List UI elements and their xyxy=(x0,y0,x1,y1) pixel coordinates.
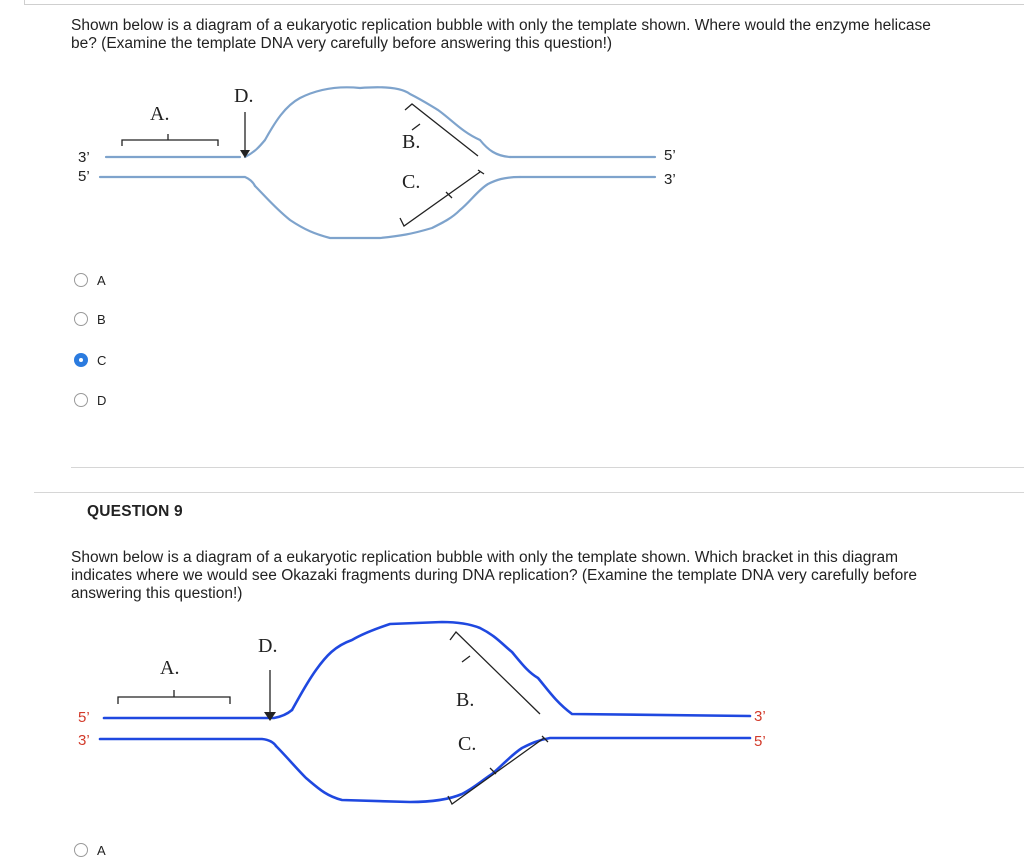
frame-top-border xyxy=(24,4,1024,5)
label-d: D. xyxy=(258,635,278,657)
option-label: A xyxy=(97,842,106,858)
end-label-left-bottom: 3’ xyxy=(78,732,90,749)
bracket-a xyxy=(122,134,218,146)
label-d: D. xyxy=(234,85,254,107)
radio-button[interactable] xyxy=(74,393,88,407)
label-a: A. xyxy=(160,657,180,679)
option-label: A xyxy=(97,272,106,288)
end-label-left-top: 3’ xyxy=(78,149,90,166)
radio-button[interactable] xyxy=(74,843,88,857)
label-b: B. xyxy=(456,689,475,711)
option-label: D xyxy=(97,392,107,408)
template-strand-bottom-left xyxy=(100,739,276,746)
radio-button-selected[interactable] xyxy=(74,353,88,367)
question-separator xyxy=(34,492,1024,493)
question-9-prompt: Shown below is a diagram of a eukaryotic replication bubble with only the template shown. Which bracket in this diagram indicates where we would see Okazaki fragments during DNA replication? (Examine the template DNA very carefully before answering this question!) xyxy=(71,549,918,602)
label-c: C. xyxy=(402,171,421,193)
replication-bubble-diagram-2 xyxy=(60,620,780,820)
bracket-a xyxy=(118,690,230,704)
label-a: A. xyxy=(150,103,170,125)
end-label-right-top: 5’ xyxy=(664,147,676,164)
bubble-top-strand xyxy=(245,87,510,157)
option-label: B xyxy=(97,311,106,327)
question-9-title: QUESTION 9 xyxy=(87,503,183,520)
divider xyxy=(71,467,1024,468)
bubble-bottom-strand xyxy=(276,738,750,802)
end-label-right-bottom: 3’ xyxy=(664,171,676,188)
bubble-top-strand xyxy=(292,622,750,716)
template-strand-top-left xyxy=(104,710,292,718)
end-label-right-bottom: 5’ xyxy=(754,733,766,750)
arrow-d-head xyxy=(264,712,276,721)
option-d[interactable] xyxy=(74,390,106,410)
end-label-right-top: 3’ xyxy=(754,708,766,725)
template-strand-bottom-left xyxy=(100,177,255,186)
replication-bubble-diagram-1 xyxy=(60,80,700,250)
label-b: B. xyxy=(402,131,421,153)
option-label: C xyxy=(97,352,107,368)
end-label-left-top: 5’ xyxy=(78,709,90,726)
bubble-bottom-strand xyxy=(255,177,520,238)
end-label-left-bottom: 5’ xyxy=(78,168,90,185)
question-8-prompt: Shown below is a diagram of a eukaryotic replication bubble with only the template shown. Where would the enzyme helicase be? (Examine the template DNA very carefully before answering this question!) xyxy=(71,17,931,52)
option-a[interactable] xyxy=(74,270,106,290)
option-b[interactable] xyxy=(74,309,106,329)
label-c: C. xyxy=(458,733,477,755)
radio-button[interactable] xyxy=(74,273,88,287)
radio-button[interactable] xyxy=(74,312,88,326)
q9-option-a[interactable] xyxy=(74,840,106,860)
option-c[interactable] xyxy=(74,350,106,370)
